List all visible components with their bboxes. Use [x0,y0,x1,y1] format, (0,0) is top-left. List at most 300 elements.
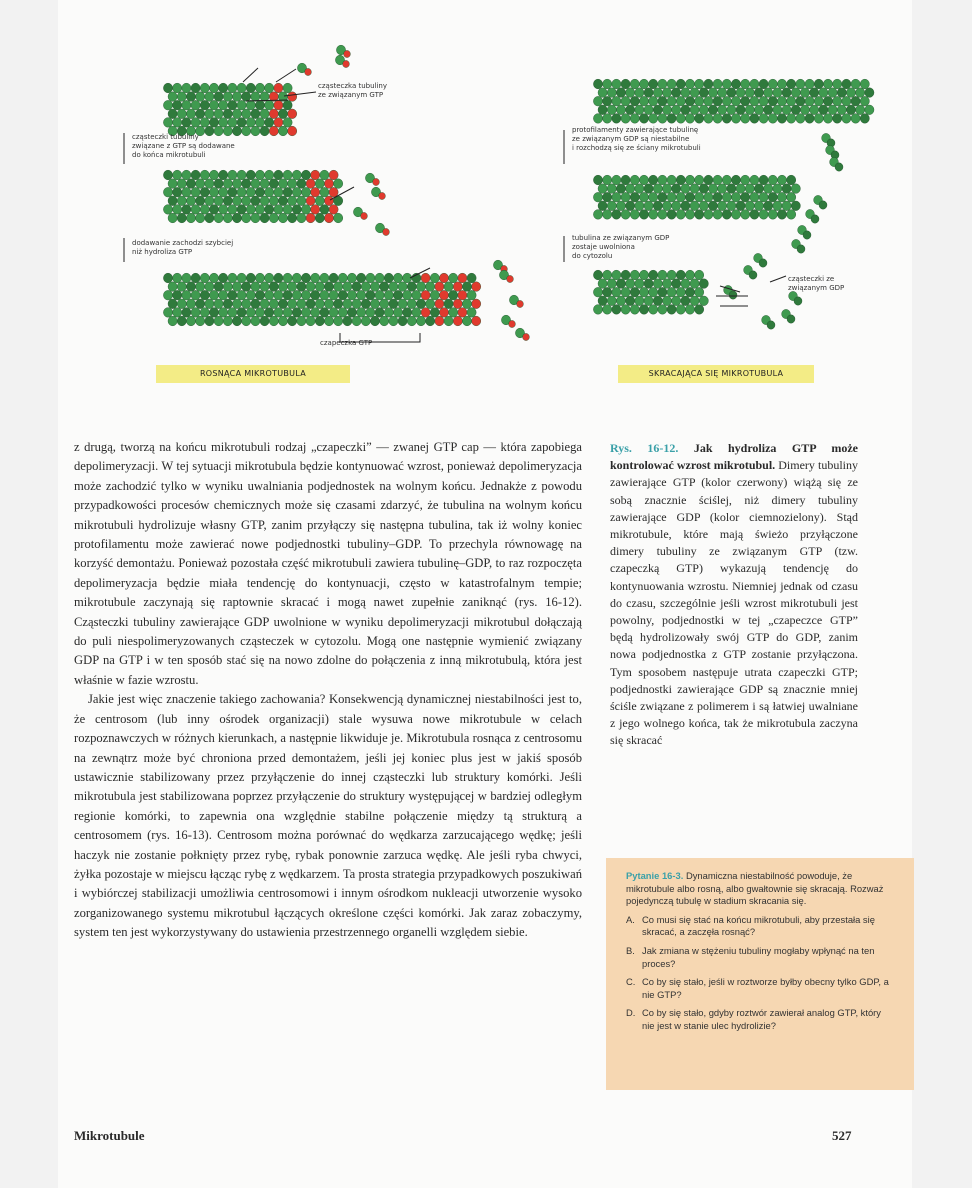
tubulin-subunit [237,187,246,197]
tubulin-subunit [274,290,283,300]
tubulin-subunit [787,79,796,89]
tubulin-subunit [754,88,763,98]
tubulin-subunit [759,79,768,89]
tubulin-subunit [644,201,653,211]
tubulin-subunit [658,287,667,297]
tubulin-subunit [260,109,269,119]
tubulin-subunit [777,96,786,106]
tubulin-subunit [407,282,416,292]
tubulin-subunit [191,100,200,110]
tubulin-subunit [695,270,704,280]
tubulin-subunit [685,192,694,202]
tubulin-subunit [681,279,690,289]
tubulin-subunit [260,179,269,189]
tubulin-subunit [616,279,625,289]
tubulin-subunit [458,290,467,300]
question-item [626,945,894,970]
tubulin-subunit [265,83,274,93]
tubulin-subunit [205,282,214,292]
tubulin-subunit [352,282,361,292]
tubulin-subunit [662,201,671,211]
tubulin-subunit [603,210,612,220]
tubulin-subunit [274,205,283,215]
tubulin-subunit [621,192,630,202]
tubulin-subunit [305,68,312,75]
tubulin-subunit [324,282,333,292]
question-intro-text: Dynamiczna niestabilność powoduje, że mikrotubule albo rosną, albo gwałtownie się skracają. Rozważ pojedynczą tubulę w stadium skracania się. [626,870,884,907]
tubulin-subunit [819,88,828,98]
tubulin-subunit [667,175,676,185]
tubulin-subunit [265,290,274,300]
tubulin-subunit [219,308,228,318]
tubulin-subunit [800,105,809,115]
tubulin-subunit [782,88,791,98]
tubulin-subunit [334,316,343,326]
tubulin-subunit [269,196,278,206]
tubulin-subunit [283,83,292,93]
tubulin-subunit [644,279,653,289]
tubulin-subunit [324,196,333,206]
tubulin-subunit [639,175,648,185]
tubulin-subunit [708,105,717,115]
tubulin-subunit [846,105,855,115]
tubulin-subunit [635,296,644,306]
tubulin-subunit [209,100,218,110]
tubulin-subunit [182,100,191,110]
tubulin-subunit [791,88,800,98]
tubulin-subunit [278,109,287,119]
tubulin-subunit [347,290,356,300]
tubulin-subunit [301,273,310,283]
tubulin-subunit [334,213,343,223]
tubulin-subunit [182,205,191,215]
tubulin-subunit [718,105,727,115]
tubulin-subunit [177,299,186,309]
tubulin-subunit [251,316,260,326]
tubulin-subunit [246,290,255,300]
tubulin-subunit [168,109,177,119]
tubulin-subunit [685,287,694,297]
tubulin-subunit [662,88,671,98]
tubulin-subunit [288,213,297,223]
tubulin-subunit [729,291,737,299]
tubulin-subunit [731,114,740,124]
tubulin-subunit [393,290,402,300]
tubulin-subunit [811,215,819,223]
tubulin-subunit [837,105,846,115]
tubulin-subunit [453,299,462,309]
tubulin-subunit [727,88,736,98]
tubulin-subunit [667,192,676,202]
tubulin-subunit [644,184,653,194]
tubulin-subunit [269,126,278,136]
tubulin-subunit [704,175,713,185]
tubulin-subunit [232,92,241,102]
tubulin-subunit [237,273,246,283]
tubulin-subunit [750,192,759,202]
tubulin-subunit [649,175,658,185]
tubulin-subunit [704,79,713,89]
paragraph: Jakie jest więc znaczenie takiego zachowania? Konsekwencją dynamicznej niestabilności jest to, że centrosom (lub inny ośrodek organizacji) stale wysuwa nowe mikrotubule w celach rozpoznawczych w różnych kierunkach, a następnie likwiduje je. Mikrotubula rosnąca z centrosomu na zewnątrz może być chroniona przed demontażem, jeśli jej koniec plus jest w jakiś sposób ustawicznie stabilizowany przez przyłączenie do innej cząsteczki lub struktury komórki. Jeśli mikrotubula jest stabilizowana poprzez przyłączenie do struktury występującej w bardziej odległym regionie komórki, to zapewnia ona względnie stabilne połączenie między tą strukturą a centrosomem (rys. 16-13). Centrosom można porównać do wędkarza zarzucającego wędkę; jeśli haczyk nie zostanie połknięty przez rybę, rybak ponownie zarzuca wędkę. Ale jeśli ryba chwyci, żyłka pozostaje w miejscu łącząc rybę z wędkarzem. Ta prosta strategia przypadkowych poszukiwań i wybiórczej stabilizacji umożliwia centrosomowi i innym ośrodkom nukleacji utworzenie wysoko zorganizowanego systemu mikrotubul łączących określone części komórki. Jak zaraz zobaczymy, system ten jest wykorzystywany do ustawienia przestrzennego organelli względem siebie. [74,692,582,940]
tubulin-subunit [223,109,232,119]
tubulin-subunit [200,273,209,283]
tubulin-subunit [667,96,676,106]
tubulin-subunit [343,299,352,309]
tubulin-subunit [297,282,306,292]
tubulin-subunit [219,100,228,110]
tubulin-subunit [653,279,662,289]
tubulin-subunit [311,205,320,215]
tubulin-subunit [805,96,814,106]
tubulin-subunit [246,100,255,110]
tubulin-subunit [713,96,722,106]
tubulin-subunit [205,213,214,223]
tubulin-subunit [435,316,444,326]
question-list [626,914,894,1033]
tubulin-subunit [196,213,205,223]
tubulin-subunit [690,88,699,98]
tubulin-subunit [274,100,283,110]
tubulin-subunit [658,210,667,220]
tubulin-subunit [196,92,205,102]
tubulin-subunit [741,96,750,106]
tubulin-subunit [612,114,621,124]
tubulin-subunit [453,282,462,292]
tubulin-subunit [767,321,775,329]
tubulin-subunit [676,270,685,280]
tubulin-subunit [237,83,246,93]
tubulin-subunit [219,118,228,128]
tubulin-subunit [449,273,458,283]
tubulin-subunit [292,290,301,300]
tubulin-subunit [467,290,476,300]
tubulin-subunit [598,296,607,306]
tubulin-subunit [644,105,653,115]
tubulin-subunit [462,316,471,326]
tubulin-subunit [306,282,315,292]
tubulin-subunit [658,175,667,185]
tubulin-subunit [823,114,832,124]
tubulin-subunit [444,282,453,292]
tubulin-subunit [768,175,777,185]
step-line: związane z GTP są dodawane [132,142,235,150]
tubulin-subunit [191,83,200,93]
callout-line: cząsteczka tubuliny [318,82,388,90]
tubulin-subunit [658,114,667,124]
tubulin-subunit [695,192,704,202]
tubulin-subunit [246,170,255,180]
tubulin-subunit [186,299,195,309]
tubulin-subunit [292,205,301,215]
tubulin-subunit [251,282,260,292]
tubulin-subunit [186,316,195,326]
tubulin-subunit [343,282,352,292]
tubulin-subunit [782,105,791,115]
tubulin-subunit [676,192,685,202]
tubulin-subunit [320,187,329,197]
tubulin-subunit [593,114,602,124]
tubulin-subunit [416,282,425,292]
tubulin-subunit [228,308,237,318]
tubulin-subunit [462,299,471,309]
tubulin-subunit [315,316,324,326]
tubulin-subunit [814,79,823,89]
tubulin-subunit [200,83,209,93]
tubulin-subunit [626,296,635,306]
tubulin-subunit [347,308,356,318]
tubulin-subunit [865,105,874,115]
tubulin-subunit [805,79,814,89]
tubulin-subunit [676,175,685,185]
tubulin-subunit [301,205,310,215]
figure-title: Jak hydroliza GTP może kontrolować wzrost mikrotubul. [610,441,859,473]
tubulin-subunit [334,299,343,309]
tubulin-subunit [191,170,200,180]
tubulin-subunit [626,184,635,194]
tubulin-subunit [361,316,370,326]
tubulin-subunit [242,196,251,206]
tubulin-subunit [260,126,269,136]
tubulin-subunit [255,273,264,283]
tubulin-subunit [607,184,616,194]
tubulin-subunit [598,279,607,289]
tubulin-subunit [260,196,269,206]
tubulin-subunit [366,290,375,300]
tubulin-subunit [690,201,699,211]
tubulin-subunit [787,175,796,185]
tubulin-subunit [593,175,602,185]
tubulin-subunit [672,184,681,194]
tubulin-subunit [828,88,837,98]
tubulin-subunit [361,212,368,219]
tubulin-subunit [255,170,264,180]
tubulin-subunit [315,213,324,223]
tubulin-subunit [653,296,662,306]
tubulin-subunit [205,316,214,326]
tubulin-subunit [191,187,200,197]
tubulin-subunit [676,305,685,315]
arrow [276,69,296,82]
tubulin-subunit [833,114,842,124]
shrink-step-2-note [572,234,669,260]
tubulin-subunit [274,83,283,93]
shrinking-microtubule-label: SKRACAJĄCA SIĘ MIKROTUBULA [618,365,814,383]
tubulin-subunit [278,299,287,309]
tubulin-subunit [219,205,228,215]
tubulin-subunit [223,213,232,223]
tubulin-subunit [182,83,191,93]
tubulin-subunit [200,100,209,110]
tubulin-subunit [168,179,177,189]
tubulin-subunit [426,316,435,326]
tubulin-subunit [375,273,384,283]
tubulin-subunit [713,210,722,220]
tubulin-subunit [288,179,297,189]
tubulin-subunit [329,273,338,283]
tubulin-subunit [242,179,251,189]
tubulin-subunit [260,299,269,309]
tubulin-subunit [759,96,768,106]
tubulin-subunit [389,299,398,309]
tubulin-subunit [214,126,223,136]
tubulin-subunit [320,308,329,318]
tubulin-subunit [704,96,713,106]
tubulin-subunit [639,210,648,220]
tubulin-subunit [662,184,671,194]
tubulin-subunit [649,114,658,124]
tubulin-subunit [196,316,205,326]
tubulin-subunit [653,105,662,115]
question-box [606,858,914,1090]
tubulin-subunit [860,96,869,106]
tubulin-subunit [699,88,708,98]
tubulin-subunit [255,187,264,197]
tubulin-subunit [209,205,218,215]
tubulin-subunit [338,290,347,300]
tubulin-subunit [288,299,297,309]
tubulin-subunit [823,79,832,89]
tubulin-subunit [228,205,237,215]
tubulin-subunit [759,114,768,124]
tubulin-subunit [603,192,612,202]
tubulin-subunit [329,205,338,215]
step-line: tubulina ze związanym GDP [572,234,670,242]
tubulin-subunit [182,290,191,300]
tubulin-subunit [754,105,763,115]
figure-16-12 [58,0,912,400]
tubulin-subunit [621,96,630,106]
tubulin-subunit [209,170,218,180]
tubulin-subunit [727,105,736,115]
tubulin-subunit [255,308,264,318]
tubulin-subunit [681,184,690,194]
tubulin-subunit [754,184,763,194]
tubulin-subunit [741,210,750,220]
tubulin-subunit [242,109,251,119]
tubulin-subunit [713,175,722,185]
tubulin-subunit [393,273,402,283]
tubulin-subunit [186,196,195,206]
tubulin-subunit [699,279,708,289]
tubulin-subunit [311,273,320,283]
tubulin-subunit [311,308,320,318]
tubulin-subunit [223,92,232,102]
tubulin-subunit [255,100,264,110]
tubulin-subunit [593,305,602,315]
tubulin-subunit [366,273,375,283]
tubulin-subunit [842,96,851,106]
tubulin-subunit [676,96,685,106]
tubulin-subunit [681,201,690,211]
tubulin-subunit [278,282,287,292]
tubulin-subunit [407,316,416,326]
tubulin-subunit [306,316,315,326]
tubulin-subunit [458,308,467,318]
tubulin-subunit [320,290,329,300]
tubulin-subunit [860,79,869,89]
tubulin-subunit [209,308,218,318]
tubulin-subunit [301,187,310,197]
tubulin-subunit [269,299,278,309]
tubulin-subunit [182,118,191,128]
tubulin-subunit [205,109,214,119]
tubulin-subunit [214,179,223,189]
gtp-cap-label: czapeczka GTP [320,339,373,347]
tubulin-subunit [269,316,278,326]
tubulin-subunit [379,192,386,199]
tubulin-subunit [803,231,811,239]
tubulin-subunit [653,201,662,211]
tubulin-subunit [722,192,731,202]
tubulin-subunit [246,205,255,215]
tubulin-subunit [851,96,860,106]
tubulin-subunit [630,114,639,124]
tubulin-subunit [750,96,759,106]
question-letter: A. [626,913,635,925]
tubulin-subunit [612,210,621,220]
tubulin-subunit [810,105,819,115]
tubulin-subunit [186,109,195,119]
tubulin-subunit [695,210,704,220]
tubulin-subunit [269,282,278,292]
tubulin-subunit [685,114,694,124]
tubulin-subunit [856,105,865,115]
tubulin-subunit [616,105,625,115]
tubulin-subunit [278,126,287,136]
tubulin-subunit [639,96,648,106]
tubulin-subunit [439,273,448,283]
tubulin-subunit [255,83,264,93]
tubulin-subunit [435,282,444,292]
tubulin-subunit [699,201,708,211]
tubulin-subunit [630,192,639,202]
tubulin-subunit [616,296,625,306]
tubulin-subunit [639,192,648,202]
tubulin-subunit [426,282,435,292]
tubulin-subunit [444,316,453,326]
tubulin-subunit [283,118,292,128]
tubulin-subunit [182,187,191,197]
tubulin-subunit [389,282,398,292]
tubulin-subunit [306,179,315,189]
tubulin-subunit [274,118,283,128]
tubulin-subunit [214,196,223,206]
tubulin-subunit [658,270,667,280]
callout-line: związanym GDP [788,284,845,292]
tubulin-subunit [200,290,209,300]
tubulin-subunit [173,170,182,180]
tubulin-subunit [851,114,860,124]
tubulin-subunit [288,109,297,119]
tubulin-subunit [796,96,805,106]
tubulin-subunit [223,316,232,326]
tubulin-subunit [754,201,763,211]
question-item [626,976,894,1001]
tubulin-subunit [421,290,430,300]
tubulin-subunit [621,175,630,185]
tubulin-subunit [186,213,195,223]
tubulin-subunit [163,83,172,93]
tubulin-subunit [672,88,681,98]
tubulin-subunit [237,170,246,180]
tubulin-subunit [593,287,602,297]
tubulin-subunit [472,299,481,309]
tubulin-subunit [205,299,214,309]
tubulin-subunit [658,192,667,202]
tubulin-subunit [662,296,671,306]
tubulin-subunit [278,316,287,326]
tubulin-subunit [593,270,602,280]
